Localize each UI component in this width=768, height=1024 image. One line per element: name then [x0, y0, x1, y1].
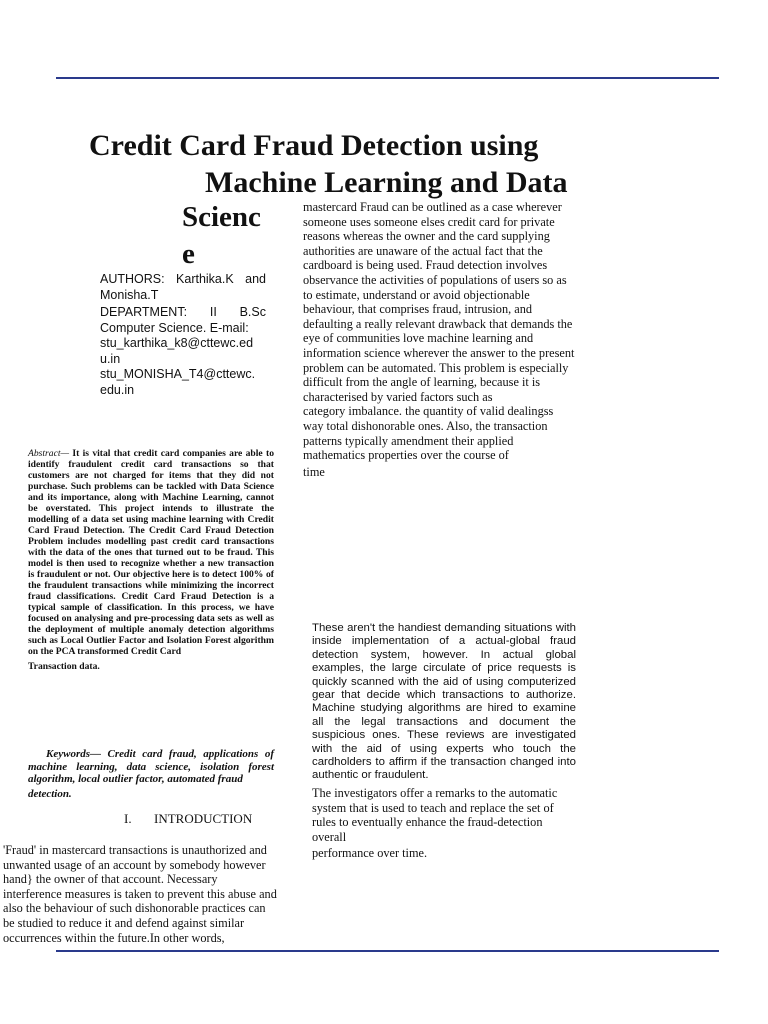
introduction-paragraph: 'Fraud' in mastercard transactions is unauthorized and unwanted usage of an account by somebody however hand} the owner of that account. Necessary interference measures is taken to prevent this abuse and also the behaviour of such dishonorable practices can be studied to reduce it and defend against similar occurrences within the future.In other words,: [3, 843, 277, 945]
paper-title-line-4: e: [182, 238, 195, 270]
column2-paragraph-1: [303, 200, 575, 479]
top-rule: [56, 77, 719, 79]
bottom-rule: [56, 950, 719, 952]
department-text: DEPARTMENT: II B.Sc Computer Science. E-mail:: [100, 305, 266, 335]
author-names-text: AUTHORS: Karthika.K and Monisha.T: [100, 272, 266, 302]
column2-para1c: time: [303, 464, 325, 479]
paper-title-line-3: Scienc: [182, 201, 261, 233]
column2-para1a: mastercard Fraud can be outlined as a case wherever someone uses someone elses credit card for private reasons whereas the owner and the card supplying authorities are unaware of the actual fact that the cardboard is being used. Fraud detection involves observance the activities of populations of users so as to estimate, understand or avoid objectionable behaviour, that comprises fraud, intrusion, and defaulting a really relevant drawback that demands the eye of communities love machine learning and information science wherever the answer to the present problem can be automated. This problem is especially difficult from the angle of learning, because it is characterised by varied factors such as: [303, 200, 575, 404]
keywords: [28, 748, 274, 800]
email-1b: u.in: [100, 351, 121, 366]
abstract-body: It is vital that credit card companies are able to identify fraudulent credit card transactions so that customers are not charged for items that they did not purchase. Such problems can be tackled with Data Science and its importance, along with Machine Learning, cannot be overstated. This project intends to illustrate the modelling of a data set using machine learning with Credit Card Fraud Detection. The Credit Card Fraud Detection Problem includes modelling past credit card transactions with the data of the ones that turned out to be fraud. This model is then used to recognize whether a new transaction is fraudulent or not. Our objective here is to detect 100% of the fraudulent transactions while minimizing the incorrect fraud classifications. Credit Card Fraud Detection is a typical sample of classification. In this process, we have focused on analysing and pre-processing data sets as well as the deployment of multiple anomaly detection algorithms such as Local Outlier Factor and Isolation Forest algorithm on the PCA transformed Credit Card: [28, 448, 274, 657]
column2-paragraph-3: [312, 786, 562, 861]
email-2b: edu.in: [100, 382, 135, 397]
column2-para3b: performance over time.: [312, 846, 428, 861]
column2-para1b: category imbalance. the quantity of valid dealingss way total dishonorable ones. Also, the transaction patterns typically amendment their applied mathematics properties over the course of: [303, 404, 554, 463]
section-number: I.: [124, 811, 132, 826]
author-affiliation: [100, 305, 266, 398]
email-1a: stu_karthika_k8@cttewc.ed: [100, 336, 254, 350]
column2-paragraph-2: These aren't the handiest demanding situations with inside implementation of a actual-global fraud detection system, however. In actual global examples, the large circulate of price requests is quickly scanned with the aid of using computerized gear that decide which transactions to authorize. Machine studying algorithms are hired to examine all the legal transactions and document the suspicious ones. These reviews are investigated with the aid of using experts who touch the cardholders to affirm if the transaction changed into authentic or fraudulent.: [312, 622, 576, 782]
keywords-body: Keywords— Credit card fraud, applications of machine learning, data science, isolation forest algorithm, local outlier factor, automated fraud: [28, 748, 274, 786]
column2-para3a: The investigators offer a remarks to the automatic system that is used to teach and replace the set of rules to eventually enhance the fraud-detection overall: [312, 786, 558, 844]
section-title: INTRODUCTION: [154, 811, 253, 826]
author-names: [100, 272, 266, 303]
paper-title-line-1: Credit Card Fraud Detection using: [89, 129, 539, 162]
section-heading: [124, 811, 252, 827]
abstract-last-line: Transaction data.: [28, 661, 100, 672]
keywords-last: detection.: [28, 787, 72, 800]
abstract-lead: Abstract—: [28, 448, 70, 459]
email-2a: stu_MONISHA_T4@cttewc.: [100, 367, 256, 381]
paper-title-line-2: Machine Learning and Data: [205, 166, 568, 199]
abstract: [28, 448, 274, 672]
